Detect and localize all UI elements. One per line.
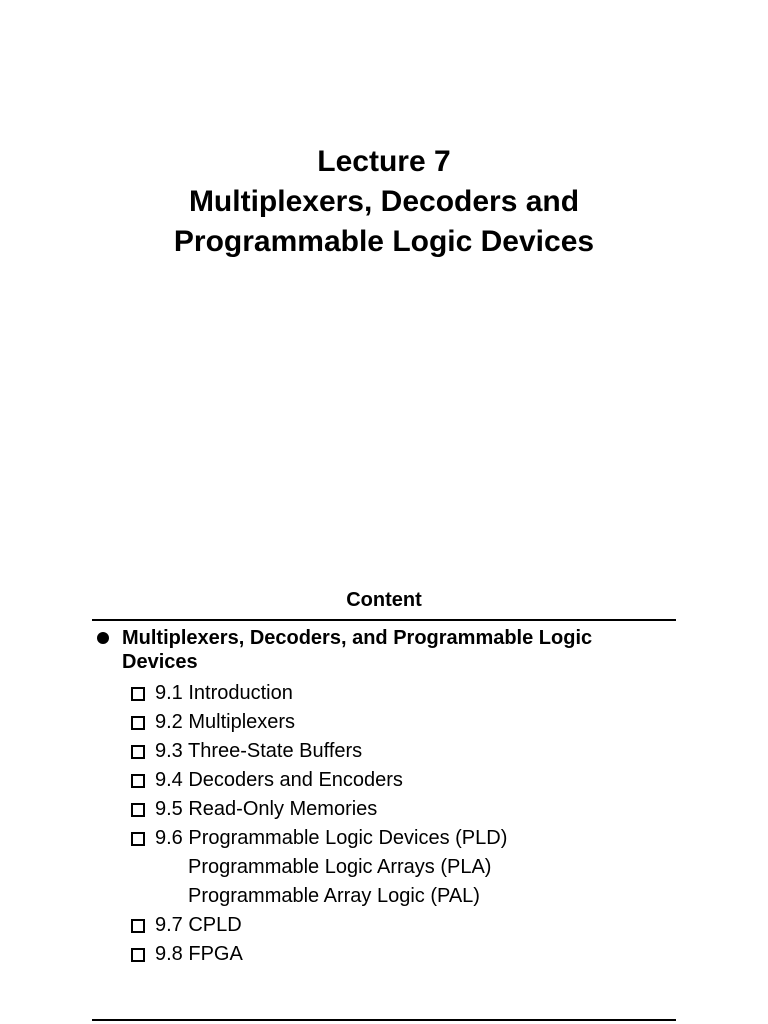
content-list [96, 626, 666, 969]
content-heading: Content [346, 589, 422, 611]
square-bullet-icon [131, 774, 145, 788]
square-bullet-icon [131, 948, 145, 962]
list-item [96, 737, 666, 766]
sub-list [96, 679, 666, 969]
main-bullet-text: Multiplexers, Decoders, and Programmable Logic Devices [122, 627, 593, 673]
main-bullet [96, 626, 666, 674]
title-line-3: Programmable Logic Devices [173, 225, 595, 258]
list-item-text: 9.3 Three-State Buffers [155, 740, 363, 762]
list-item-text: 9.8 FPGA [155, 943, 243, 965]
list-item [96, 824, 666, 853]
sub-list-item: Programmable Logic Arrays (PLA) [188, 856, 492, 878]
bottom-divider [92, 1019, 676, 1021]
lecture-title [0, 142, 768, 262]
list-item [96, 679, 666, 708]
title-line-2: Multiplexers, Decoders and [188, 185, 580, 218]
list-item-text: 9.5 Read-Only Memories [155, 798, 378, 820]
list-item [96, 795, 666, 824]
bullet-dot-icon [97, 632, 109, 644]
list-item [96, 940, 666, 969]
square-bullet-icon [131, 745, 145, 759]
list-item [96, 766, 666, 795]
sub-list-item: Programmable Array Logic (PAL) [188, 885, 480, 907]
list-item-text: 9.2 Multiplexers [155, 711, 296, 733]
square-bullet-icon [131, 832, 145, 846]
square-bullet-icon [131, 716, 145, 730]
square-bullet-icon [131, 687, 145, 701]
title-line-1: Lecture 7 [317, 145, 451, 178]
square-bullet-icon [131, 803, 145, 817]
square-bullet-icon [131, 919, 145, 933]
list-item [96, 911, 666, 940]
list-item-text: 9.4 Decoders and Encoders [155, 769, 403, 791]
list-item-text: 9.6 Programmable Logic Devices (PLD) [155, 827, 508, 849]
list-item-text: 9.7 CPLD [155, 914, 242, 936]
list-item [96, 708, 666, 737]
top-divider [92, 619, 676, 621]
list-item-text: 9.1 Introduction [155, 682, 293, 704]
